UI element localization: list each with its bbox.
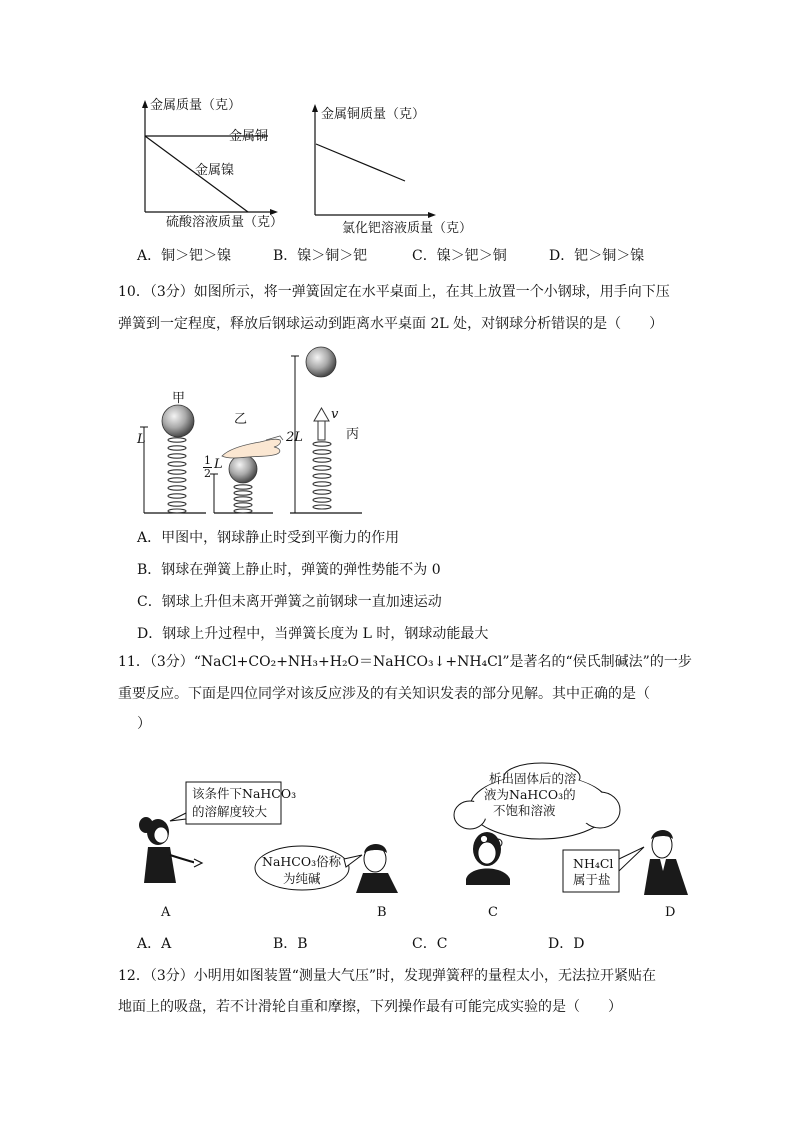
q11-stem-line3: ） (137, 716, 151, 732)
student-a-figure (139, 817, 202, 883)
q9-option-d: D．钯＞铜＞镍 (549, 248, 645, 264)
ball-bing (306, 347, 336, 377)
q11-option-a: A．A (137, 936, 172, 952)
half-numerator: 1 (204, 454, 211, 467)
label-L: L (137, 432, 146, 447)
q12-stem-line1: 12．（3分）小明用如图装置“测量大气压”时，发现弹簧秤的量程太小，无法拉开紧贴在 (118, 968, 657, 984)
q10-option-d: D．钢球上升过程中，当弹簧长度为 L 时，钢球动能最大 (137, 626, 489, 642)
q11-option-d: D．D (548, 936, 585, 952)
q11-option-b: B．B (273, 936, 308, 952)
q11-stem-line2: 重要反应。下面是四位同学对该反应涉及的有关知识发表的部分见解。其中正确的是（ (118, 686, 650, 702)
bubble-c-line1: 析出固体后的溶 (489, 771, 577, 786)
q11-option-c: C．C (412, 936, 448, 952)
graph-left-line2-label: 金属镍 (195, 163, 235, 178)
label-half-L: L (214, 457, 223, 472)
figure-letter-b: B (377, 905, 387, 920)
ball-jia (162, 405, 194, 437)
student-c-figure (466, 832, 510, 885)
graph-left-line1-label: 金属铜 (229, 129, 269, 144)
q10-option-b: B．钢球在弹簧上静止时，弹簧的弹性势能不为 0 (137, 562, 441, 578)
spring-bing (313, 442, 331, 509)
velocity-arrow-icon (314, 408, 329, 440)
bubble-a-line1: 该条件下NaHCO₃ (192, 786, 297, 801)
half-denominator: 2 (204, 467, 211, 480)
label-half (203, 455, 212, 480)
label-2L: 2L (286, 430, 303, 445)
q12-stem-line2: 地面上的吸盘，若不计滑轮自重和摩擦，下列操作最有可能完成实验的是（ ） (118, 999, 622, 1015)
graph-left-ylabel: 金属质量（克） (150, 98, 242, 113)
q9-option-a: A．铜＞钯＞镍 (137, 248, 232, 264)
figure-letter-c: C (488, 905, 498, 920)
graph-right-ylabel: 金属铜质量（克） (321, 107, 426, 122)
spring-figure-drawing (130, 336, 390, 516)
student-d-figure (644, 830, 688, 895)
label-bing: 丙 (346, 427, 360, 442)
graph-left-xlabel: 硫酸溶液质量（克） (166, 215, 284, 230)
bubble-b-line1: NaHCO₃俗称 (262, 854, 342, 869)
bubble-c-line2: 液为NaHCO₃的 (484, 787, 576, 802)
figure-letter-a: A (161, 905, 171, 920)
spring-jia (168, 438, 186, 513)
q9-option-b: B．镍＞铜＞钯 (273, 248, 368, 264)
q10-option-a: A．甲图中，钢球静止时受到平衡力的作用 (137, 530, 400, 546)
graph-right-xlabel: 氯化钯溶液质量（克） (342, 221, 473, 236)
bubble-c-line3: 不饱和溶液 (493, 803, 556, 818)
q10-option-c: C．钢球上升但未离开弹簧之前钢球一直加速运动 (137, 594, 442, 610)
student-b-figure (356, 844, 398, 893)
q10-stem-line2: 弹簧到一定程度，释放后钢球运动到距离水平桌面 2L 处，对钢球分析错误的是（ ） (118, 316, 664, 332)
bubble-d-line1: NH₄Cl (573, 856, 614, 871)
label-jia: 甲 (172, 391, 186, 406)
ball-yi (229, 455, 257, 483)
bubble-a-line2: 的溶解度较大 (192, 804, 268, 819)
q9-option-c: C．镍＞钯＞铜 (412, 248, 507, 264)
bubble-d-line2: 属于盐 (573, 872, 611, 887)
bubble-b-line2: 为纯碱 (283, 871, 321, 886)
q10-stem-line1: 10．（3分）如图所示，将一弹簧固定在水平桌面上，在其上放置一个小钢球，用手向下压 (118, 284, 670, 300)
hand-icon (222, 436, 283, 458)
label-v: v (331, 407, 339, 422)
label-yi: 乙 (234, 412, 248, 427)
q11-stem-line1: 11．（3分）“NaCl+CO₂+NH₃+H₂O＝NaHCO₃↓+NH₄Cl”是著名的“侯氏制碱法”的一步 (118, 654, 692, 670)
spring-yi (234, 485, 252, 513)
figure-letter-d: D (665, 905, 676, 920)
copper-mass-line (316, 144, 405, 181)
